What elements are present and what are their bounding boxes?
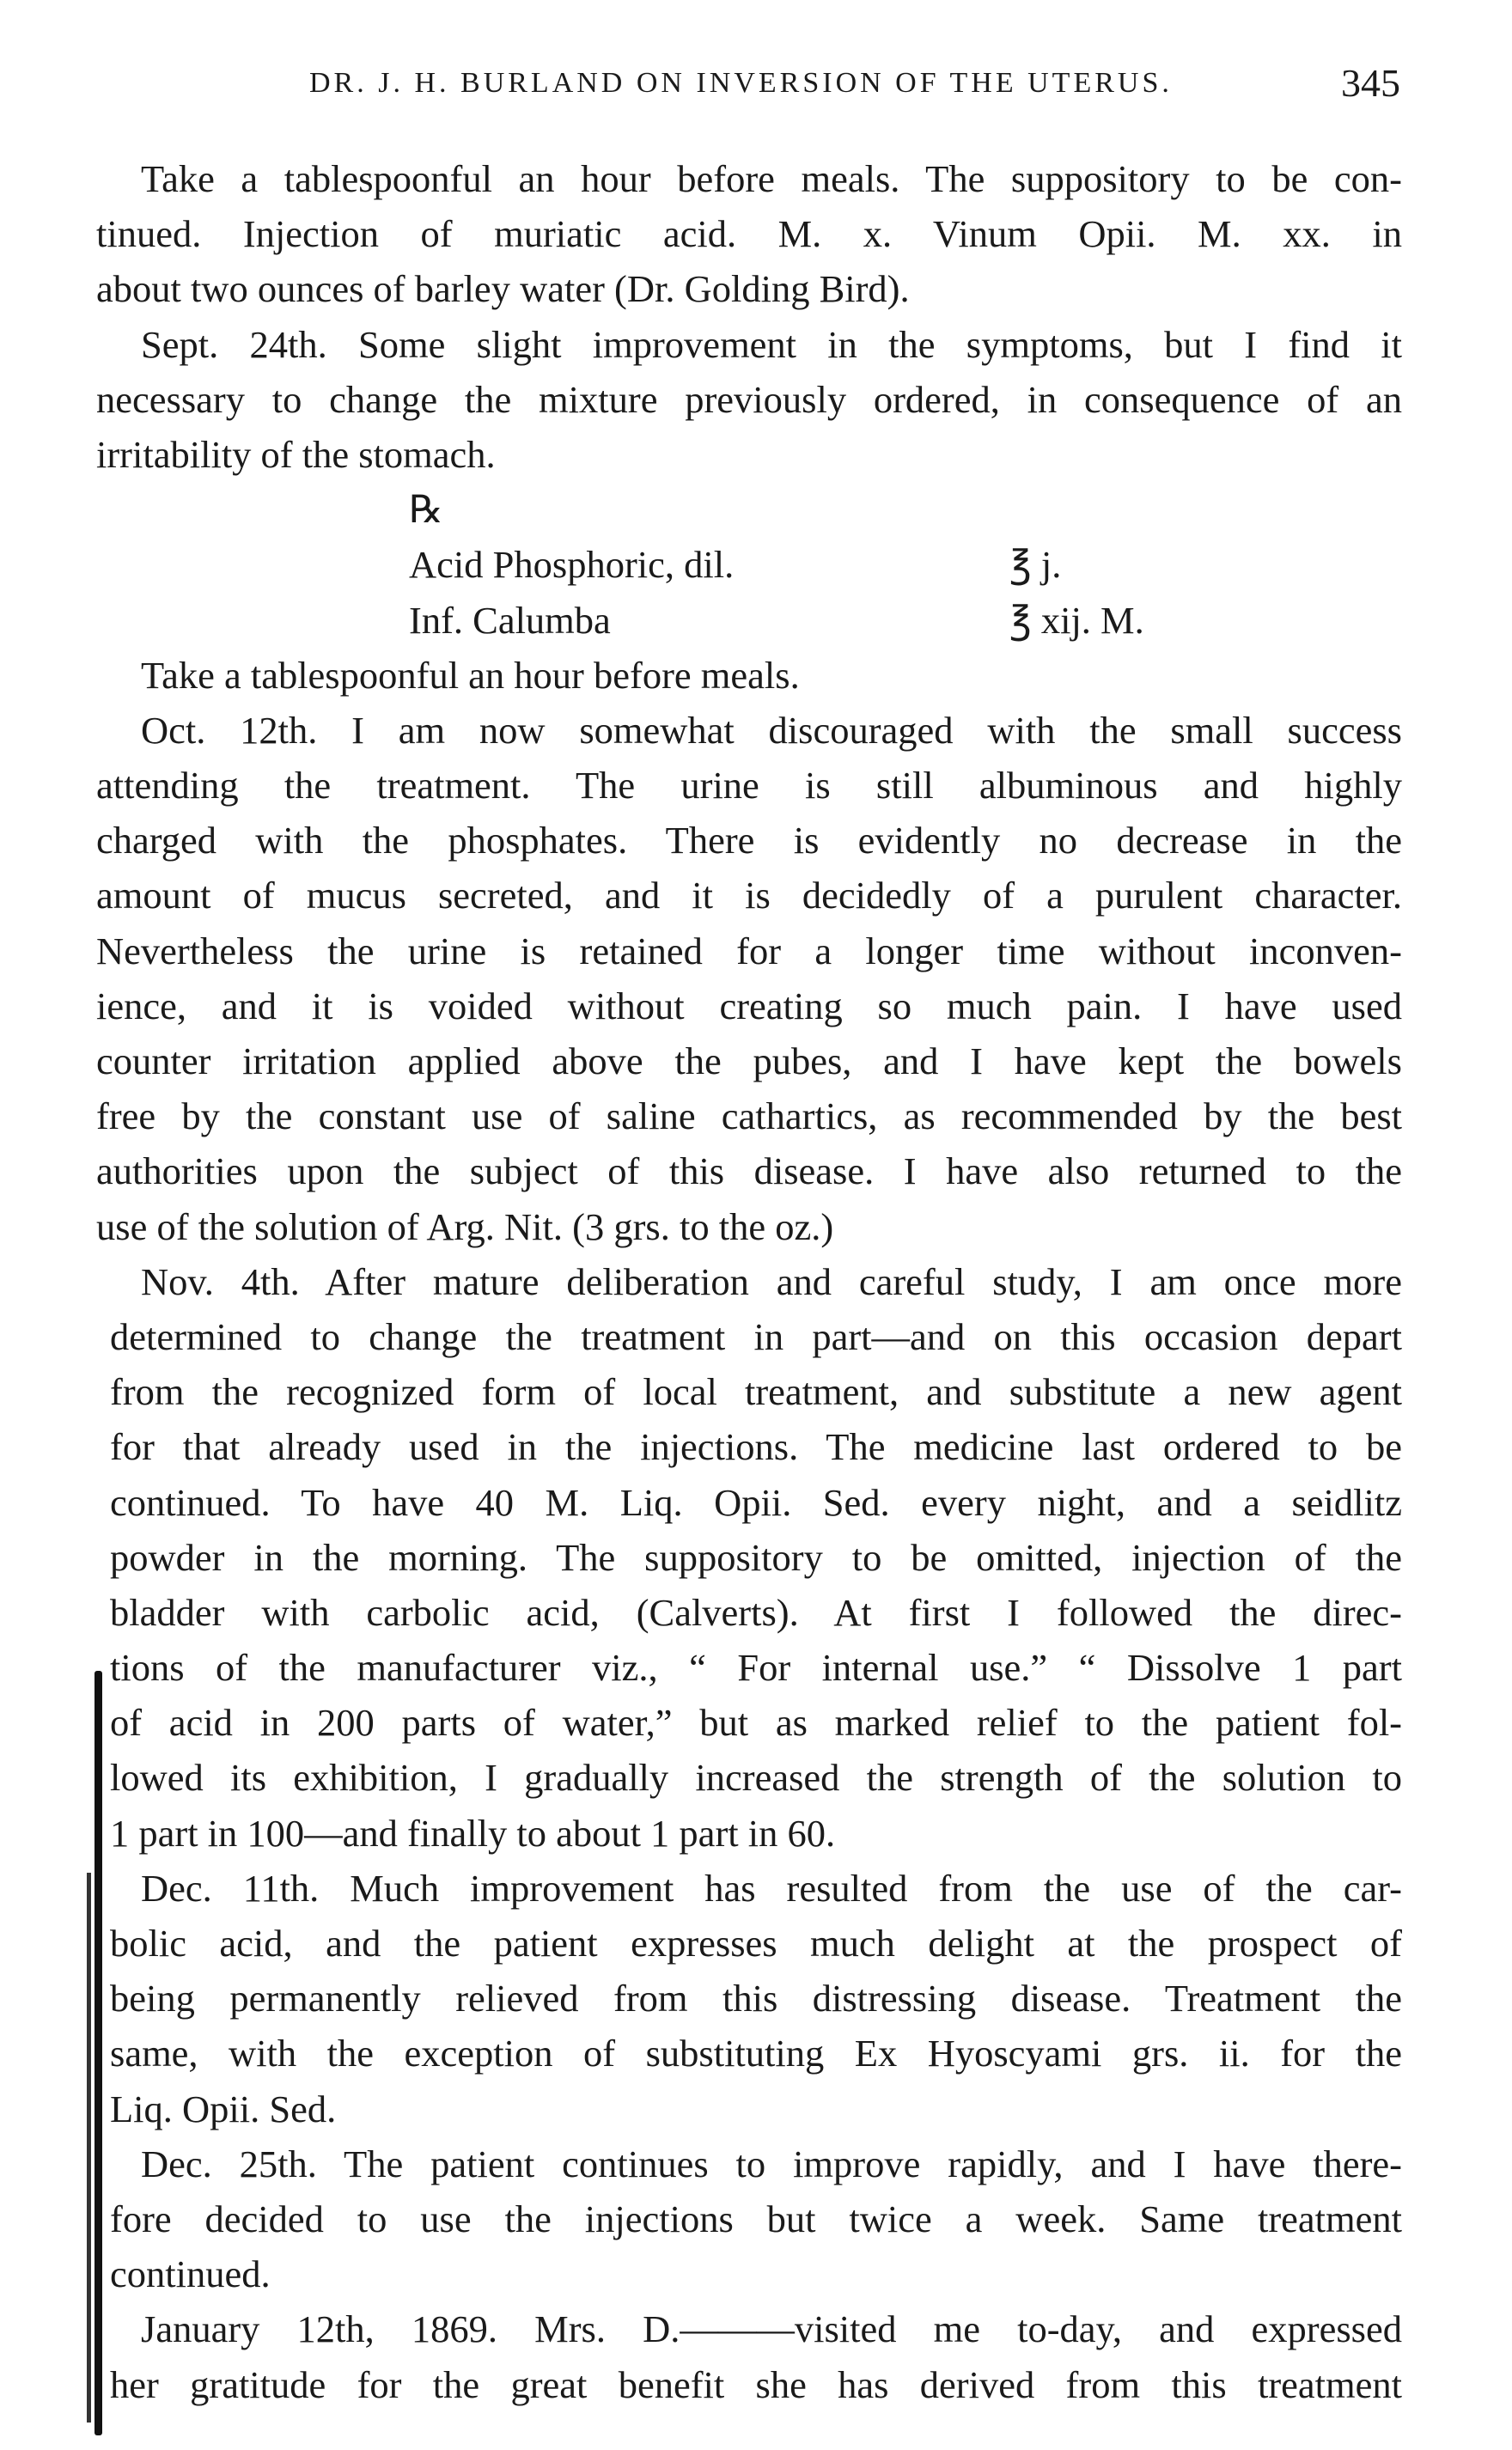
body-line: 1 part in 100—and finally to about 1 part in 60. (110, 1811, 836, 1855)
body-line: amount of mucus secreted, and it is decidedly of a purulent character. (96, 874, 1402, 917)
prescription-item (96, 537, 1402, 592)
body-line: of acid in 200 parts of water,” but as marked relief to the patient fol- (110, 1701, 1402, 1745)
body-line: attending the treatment. The urine is still albuminous and highly (96, 764, 1402, 808)
running-header (94, 61, 1400, 119)
body-line: being permanently relieved from this distressing disease. Treatment the (110, 1977, 1402, 2020)
body-line: charged with the phosphates. There is evidently no decrease in the (96, 819, 1402, 862)
body-line: tions of the manufacturer viz., “ For internal use.” “ Dissolve 1 part (110, 1646, 1402, 1690)
body-line: her gratitude for the great benefit she has derived from this treatment (110, 2362, 1402, 2406)
body-line: authorities upon the subject of this disease. I have also returned to the (96, 1149, 1402, 1193)
body-line: about two ounces of barley water (Dr. Golding Bird). (96, 267, 910, 311)
prescription-symbol: ℞ (409, 488, 443, 532)
prescription-item (96, 593, 1402, 648)
running-title: DR. J. H. BURLAND ON INVERSION OF THE UTERUS. (309, 67, 1173, 99)
page-number: 345 (1341, 61, 1400, 105)
prescription-item-quantity: ℥ j. (1009, 543, 1062, 587)
body-line: free by the constant use of saline cathartics, as recommended by the best (96, 1094, 1402, 1138)
body-line: powder in the morning. The suppository to be omitted, injection of the (110, 1535, 1402, 1579)
body-line: for that already used in the injections. The medicine last ordered to be (110, 1425, 1402, 1469)
body-line: bolic acid, and the patient expresses much delight at the prospect of (110, 1922, 1402, 1965)
body-line: Oct. 12th. I am now somewhat discouraged with the small success (141, 708, 1402, 752)
body-line: fore decided to use the injections but twice a week. Same treatment (110, 2197, 1402, 2240)
body-line: lowed its exhibition, I gradually increased the strength of the solution to (110, 1756, 1402, 1800)
body-line: counter irritation applied above the pubes, and I have kept the bowels (96, 1039, 1402, 1082)
body-line: tinued. Injection of muriatic acid. M. x. Vinum Opii. M. xx. in (96, 212, 1402, 256)
body-line: continued. (110, 2252, 271, 2296)
body-line: ience, and it is voided without creating so much pain. I have used (96, 984, 1402, 1027)
body-line: January 12th, 1869. Mrs. D.———visited me to-day, and expressed (141, 2307, 1402, 2351)
body-line: determined to change the treatment in part—and on this occasion depart (110, 1314, 1402, 1358)
body-line: continued. To have 40 M. Liq. Opii. Sed. every night, and a seidlitz (110, 1480, 1402, 1524)
body-line: use of the solution of Arg. Nit. (3 grs. to the oz.) (96, 1204, 834, 1248)
body-line: from the recognized form of local treatment, and substitute a new agent (110, 1370, 1402, 1414)
body-line: Nevertheless the urine is retained for a longer time without inconven- (96, 929, 1402, 972)
prescription-item-name: Inf. Calumba (409, 598, 611, 642)
body-line: necessary to change the mixture previously ordered, in consequence of an (96, 377, 1402, 421)
body-line: same, with the exception of substituting Ex Hyoscyami grs. ii. for the (110, 2032, 1402, 2075)
body-line: irritability of the stomach. (96, 432, 496, 476)
body-line: Take a tablespoonful an hour before meals. The suppository to be con- (141, 157, 1402, 200)
prescription-symbol-row (96, 482, 1402, 537)
body-line: Take a tablespoonful an hour before meals. (141, 653, 800, 697)
body-line: Nov. 4th. After mature deliberation and careful study, I am once more (141, 1259, 1402, 1303)
prescription-item-quantity: ℥ xij. M. (1009, 598, 1144, 642)
body-line: Sept. 24th. Some slight improvement in the symptoms, but I find it (141, 322, 1402, 366)
body-line: Liq. Opii. Sed. (110, 2087, 337, 2130)
page-body (96, 151, 1402, 2412)
margin-scan-mark-thin (87, 1873, 91, 2423)
prescription-item-name: Acid Phosphoric, dil. (409, 543, 735, 587)
body-line: Dec. 25th. The patient continues to improve rapidly, and I have there- (141, 2142, 1402, 2185)
body-line: bladder with carbolic acid, (Calverts). At first I followed the direc- (110, 1590, 1402, 1634)
body-line: Dec. 11th. Much improvement has resulted from the use of the car- (141, 1866, 1402, 1910)
